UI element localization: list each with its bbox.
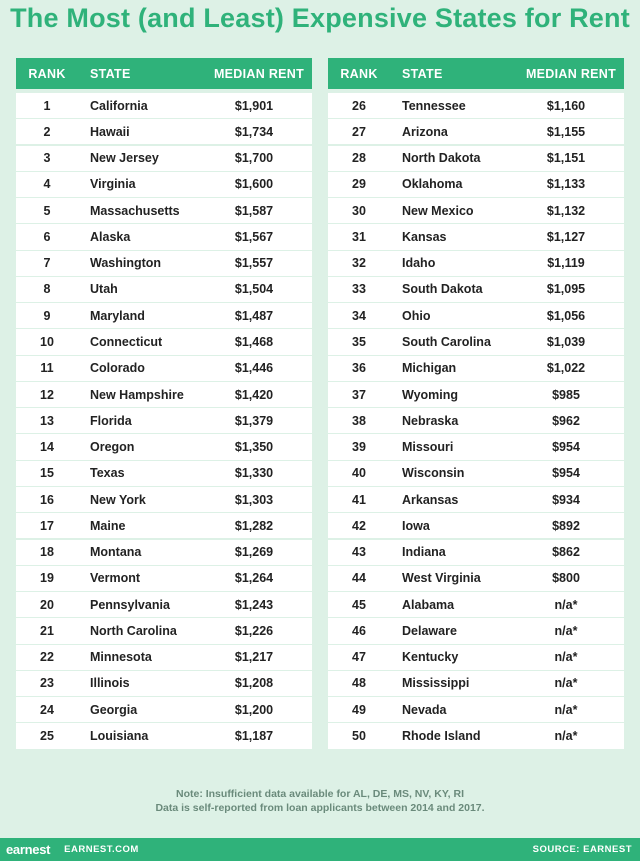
table-row xyxy=(16,93,312,118)
state-cell: West Virginia xyxy=(402,571,481,586)
table-row xyxy=(328,408,624,433)
state-cell: Mississippi xyxy=(402,676,470,691)
table-row xyxy=(328,487,624,512)
table-row xyxy=(16,356,312,381)
state-cell: Nebraska xyxy=(402,413,459,428)
table-row xyxy=(16,461,312,486)
median-rent-cell: $1,226 xyxy=(234,623,274,638)
median-rent-cell: $1,187 xyxy=(234,728,274,743)
rank-cell: 45 xyxy=(352,597,366,612)
state-cell: Missouri xyxy=(402,440,454,455)
rank-cell: 32 xyxy=(352,256,366,271)
median-rent-cell: $1,587 xyxy=(234,203,274,218)
state-cell: Wisconsin xyxy=(402,466,465,481)
rank-cell: 22 xyxy=(40,650,54,665)
state-cell: New York xyxy=(90,492,146,507)
state-cell: Oregon xyxy=(90,440,135,455)
rank-cell: 15 xyxy=(40,466,54,481)
rank-cell: 38 xyxy=(352,413,366,428)
footnote-data-source: Data is self-reported from loan applicants between 2014 and 2017. xyxy=(155,802,485,814)
table-row xyxy=(328,566,624,591)
rank-cell: 42 xyxy=(352,518,366,533)
median-rent-cell: $1,600 xyxy=(234,177,274,192)
table-row xyxy=(16,566,312,591)
state-cell: Minnesota xyxy=(90,650,152,665)
rank-cell: 35 xyxy=(352,334,366,349)
median-rent-cell: $1,487 xyxy=(234,308,274,323)
rank-cell: 29 xyxy=(352,177,366,192)
table-row xyxy=(16,303,312,328)
rank-cell: 25 xyxy=(40,728,54,743)
state-cell: Pennsylvania xyxy=(90,597,170,612)
median-rent-cell: n/a* xyxy=(554,597,578,612)
header-state: STATE xyxy=(402,66,443,81)
rank-cell: 6 xyxy=(43,229,51,244)
median-rent-cell: $1,243 xyxy=(234,597,274,612)
median-rent-cell: $954 xyxy=(552,466,580,481)
rank-cell: 44 xyxy=(352,571,366,586)
state-cell: Alaska xyxy=(90,229,131,244)
state-cell: Montana xyxy=(90,545,142,560)
state-cell: Tennessee xyxy=(402,98,466,113)
median-rent-cell: $1,734 xyxy=(234,124,274,139)
state-cell: New Jersey xyxy=(90,151,159,166)
table-row xyxy=(16,198,312,223)
state-cell: Vermont xyxy=(90,571,141,586)
rank-cell: 4 xyxy=(43,177,51,192)
table-row xyxy=(328,251,624,276)
table-row xyxy=(16,723,312,748)
state-cell: New Mexico xyxy=(402,203,474,218)
rank-cell: 17 xyxy=(40,518,54,533)
table-row xyxy=(16,540,312,565)
table-row xyxy=(16,146,312,171)
rank-cell: 2 xyxy=(43,124,51,139)
state-cell: Georgia xyxy=(90,702,138,717)
table-row xyxy=(328,434,624,459)
state-cell: Wyoming xyxy=(402,387,459,402)
rank-cell: 47 xyxy=(352,650,366,665)
state-cell: Oklahoma xyxy=(402,177,463,192)
rank-cell: 36 xyxy=(352,361,366,376)
rank-cell: 1 xyxy=(43,98,51,113)
footer-bar xyxy=(0,838,640,861)
state-cell: South Carolina xyxy=(402,334,491,349)
state-cell: Virginia xyxy=(90,177,136,192)
median-rent-cell: n/a* xyxy=(554,676,578,691)
rank-cell: 34 xyxy=(352,308,366,323)
rank-cell: 50 xyxy=(352,728,366,743)
state-cell: New Hampshire xyxy=(90,387,184,402)
state-cell: Connecticut xyxy=(90,334,163,349)
table-row xyxy=(16,382,312,407)
state-cell: Ohio xyxy=(402,308,431,323)
median-rent-cell: $1,119 xyxy=(547,256,585,271)
median-rent-cell: $1,446 xyxy=(234,361,274,376)
rank-cell: 49 xyxy=(352,702,366,717)
footnote-insufficient-data: Note: Insufficient data available for AL, DE, MS, NV, KY, RI xyxy=(175,788,465,800)
state-cell: Arkansas xyxy=(402,492,459,507)
rank-cell: 19 xyxy=(40,571,54,586)
state-cell: Florida xyxy=(90,413,132,428)
state-cell: Delaware xyxy=(402,623,457,638)
rank-cell: 13 xyxy=(40,413,54,428)
table-row xyxy=(328,356,624,381)
rank-cell: 24 xyxy=(40,702,54,717)
median-rent-cell: $1,133 xyxy=(546,177,586,192)
footer-source: SOURCE: EARNEST xyxy=(532,844,632,855)
table-row xyxy=(328,329,624,354)
state-cell: Michigan xyxy=(402,361,457,376)
table-row xyxy=(16,329,312,354)
rank-cell: 37 xyxy=(352,387,366,402)
rank-cell: 10 xyxy=(40,334,54,349)
median-rent-cell: $1,155 xyxy=(546,124,586,139)
rank-cell: 43 xyxy=(352,545,366,560)
table-row xyxy=(16,645,312,670)
table-header xyxy=(16,58,312,89)
table-row xyxy=(328,592,624,617)
median-rent-cell: $862 xyxy=(552,545,580,560)
median-rent-cell: $892 xyxy=(552,518,580,533)
header-rank: RANK xyxy=(28,66,66,81)
rank-cell: 21 xyxy=(40,623,54,638)
table-row xyxy=(328,224,624,249)
table-row xyxy=(328,618,624,643)
rank-cell: 39 xyxy=(352,440,366,455)
state-cell: Idaho xyxy=(402,256,436,271)
rank-cell: 28 xyxy=(352,151,366,166)
median-rent-cell: $1,151 xyxy=(546,151,586,166)
header-median-rent: MEDIAN RENT xyxy=(213,66,305,81)
median-rent-cell: $1,200 xyxy=(234,702,274,717)
median-rent-cell: n/a* xyxy=(554,650,578,665)
median-rent-cell: $800 xyxy=(552,571,580,586)
rank-cell: 30 xyxy=(352,203,366,218)
rank-cell: 27 xyxy=(352,124,366,139)
median-rent-cell: n/a* xyxy=(554,728,578,743)
rank-cell: 23 xyxy=(40,676,54,691)
median-rent-cell: $1,132 xyxy=(546,203,586,218)
table-row xyxy=(328,540,624,565)
state-cell: Maine xyxy=(90,518,126,533)
rank-cell: 16 xyxy=(40,492,54,507)
median-rent-cell: $1,330 xyxy=(234,466,274,481)
state-cell: Illinois xyxy=(90,676,130,691)
rank-cell: 8 xyxy=(43,282,51,297)
median-rent-cell: $934 xyxy=(552,492,580,507)
rank-cell: 31 xyxy=(352,229,366,244)
header-median-rent: MEDIAN RENT xyxy=(525,66,617,81)
table-row xyxy=(328,461,624,486)
rank-cell: 41 xyxy=(352,492,366,507)
table-row xyxy=(328,93,624,118)
state-cell: North Dakota xyxy=(402,151,481,166)
rank-cell: 3 xyxy=(43,151,51,166)
median-rent-cell: $1,420 xyxy=(234,387,274,402)
table-row xyxy=(16,251,312,276)
median-rent-cell: n/a* xyxy=(554,702,578,717)
state-cell: Massachusetts xyxy=(90,203,180,218)
table-row xyxy=(328,645,624,670)
state-cell: Kentucky xyxy=(402,650,459,665)
table-row xyxy=(16,434,312,459)
rent-table-right xyxy=(328,58,624,749)
rank-cell: 5 xyxy=(43,203,51,218)
rank-cell: 26 xyxy=(352,98,366,113)
table-row xyxy=(16,671,312,696)
table-row xyxy=(328,671,624,696)
table-row xyxy=(16,592,312,617)
median-rent-cell: $1,282 xyxy=(234,518,274,533)
table-header xyxy=(328,58,624,89)
table-row xyxy=(328,513,624,538)
state-cell: Indiana xyxy=(402,545,446,560)
median-rent-cell: $1,039 xyxy=(546,334,586,349)
header-rank: RANK xyxy=(340,66,378,81)
median-rent-cell: $1,557 xyxy=(234,256,274,271)
median-rent-cell: $1,901 xyxy=(234,98,274,113)
median-rent-cell: $1,127 xyxy=(546,229,586,244)
median-rent-cell: n/a* xyxy=(554,623,578,638)
rank-cell: 9 xyxy=(43,308,51,323)
median-rent-cell: $954 xyxy=(552,440,580,455)
median-rent-cell: $1,567 xyxy=(234,229,274,244)
state-cell: Arizona xyxy=(402,124,448,139)
state-cell: Washington xyxy=(90,256,162,271)
state-cell: Kansas xyxy=(402,229,447,244)
state-cell: Hawaii xyxy=(90,124,130,139)
table-row xyxy=(16,697,312,722)
state-cell: Louisiana xyxy=(90,728,149,743)
state-cell: Colorado xyxy=(90,361,145,376)
footer-site-link[interactable]: EARNEST.COM xyxy=(64,844,139,855)
median-rent-cell: $985 xyxy=(552,387,580,402)
median-rent-cell: $1,160 xyxy=(546,98,586,113)
rank-cell: 40 xyxy=(352,466,366,481)
table-row xyxy=(328,303,624,328)
state-cell: Maryland xyxy=(90,308,145,323)
table-row xyxy=(328,382,624,407)
state-cell: California xyxy=(90,98,148,113)
rank-cell: 48 xyxy=(352,676,366,691)
earnest-logo: earnest xyxy=(6,842,51,857)
median-rent-cell: $1,379 xyxy=(234,413,274,428)
table-row xyxy=(328,172,624,197)
table-row xyxy=(16,277,312,302)
table-row xyxy=(328,119,624,144)
median-rent-cell: $1,504 xyxy=(234,282,274,297)
header-state: STATE xyxy=(90,66,131,81)
page-title: The Most (and Least) Expensive States for Rent xyxy=(10,3,630,33)
rank-cell: 14 xyxy=(40,440,54,455)
state-cell: Iowa xyxy=(402,518,430,533)
rent-table-left xyxy=(16,58,312,749)
state-cell: South Dakota xyxy=(402,282,483,297)
median-rent-cell: $1,022 xyxy=(546,361,586,376)
rank-cell: 18 xyxy=(40,545,54,560)
table-row xyxy=(16,618,312,643)
median-rent-cell: $962 xyxy=(552,413,580,428)
median-rent-cell: $1,095 xyxy=(546,282,586,297)
table-row xyxy=(16,408,312,433)
rank-cell: 46 xyxy=(352,623,366,638)
table-row xyxy=(16,119,312,144)
table-row xyxy=(328,277,624,302)
median-rent-cell: $1,700 xyxy=(234,151,274,166)
median-rent-cell: $1,303 xyxy=(234,492,274,507)
state-cell: North Carolina xyxy=(90,623,177,638)
state-cell: Texas xyxy=(90,466,125,481)
table-row xyxy=(16,224,312,249)
median-rent-cell: $1,269 xyxy=(234,545,274,560)
table-row xyxy=(16,172,312,197)
table-row xyxy=(16,513,312,538)
table-row xyxy=(328,198,624,223)
rank-cell: 20 xyxy=(40,597,54,612)
median-rent-cell: $1,056 xyxy=(546,308,586,323)
median-rent-cell: $1,208 xyxy=(234,676,274,691)
table-row xyxy=(328,146,624,171)
table-row xyxy=(328,697,624,722)
median-rent-cell: $1,468 xyxy=(234,334,274,349)
median-rent-cell: $1,217 xyxy=(234,650,274,665)
median-rent-cell: $1,264 xyxy=(234,571,274,586)
rank-cell: 11 xyxy=(40,361,54,376)
median-rent-cell: $1,350 xyxy=(234,440,274,455)
rank-cell: 12 xyxy=(40,387,54,402)
state-cell: Nevada xyxy=(402,702,447,717)
rank-cell: 33 xyxy=(352,282,366,297)
state-cell: Rhode Island xyxy=(402,728,481,743)
table-row xyxy=(328,723,624,748)
state-cell: Alabama xyxy=(402,597,455,612)
state-cell: Utah xyxy=(90,282,118,297)
table-row xyxy=(16,487,312,512)
rank-cell: 7 xyxy=(43,256,51,271)
